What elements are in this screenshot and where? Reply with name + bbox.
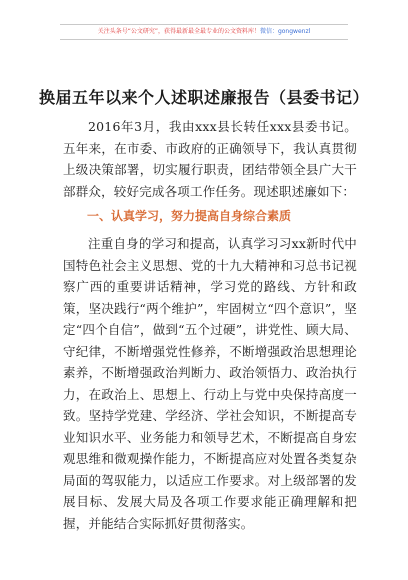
intro-paragraph: 2016年3月，我由xxx县长转任xxx县委书记。五年来，在市委、市政府的正确领导下，我认真贯彻上级决策部署，切实履行职责，团结带领全县广大干部群众，较好完成各项工作任务。现述职述廉如下： (63, 119, 357, 199)
document-title: 换届五年以来个人述职述廉报告（县委书记） (38, 88, 369, 107)
promo-banner (60, 24, 348, 40)
section-heading: 一、认真学习，努力提高自身综合素质 (87, 209, 292, 223)
promo-banner-wechat: 微信：gongwenzl (259, 28, 311, 35)
promo-banner-text: 关注头条号“公文研究”，获得最新最全最专业的公文资料库！ (97, 28, 260, 35)
section-paragraph: 注重自身的学习和提高，认真学习习xx新时代中国特色社会主义思想、党的十九大精神和习总书记视察广西的重要讲话精神，学习党的路线、方针和政策，坚决践行“两个维护”，牢固树立“四个意识”，坚定“四个自信”，做到“五个过硬”，讲党性、顾大局、守纪律，不断增强党性修养，不断增强政治思想理论素养，不断增强政治判断力、政治领悟力、政治执行力，在政治上、思想上、行动上与党中央保持高度一致。坚持学党建、学经济、学社会知识，不断提高专业知识水平、业务能力和领导艺术，不断提高自身宏观思维和微观操作能力，不断提高应对处置各类复杂局面的驾驭能力，以适应工作要求。对上级部署的发展目标、发展大局及各项工作要求能正确理解和把握，并能结合实际抓好贯彻落实。 (63, 236, 357, 531)
